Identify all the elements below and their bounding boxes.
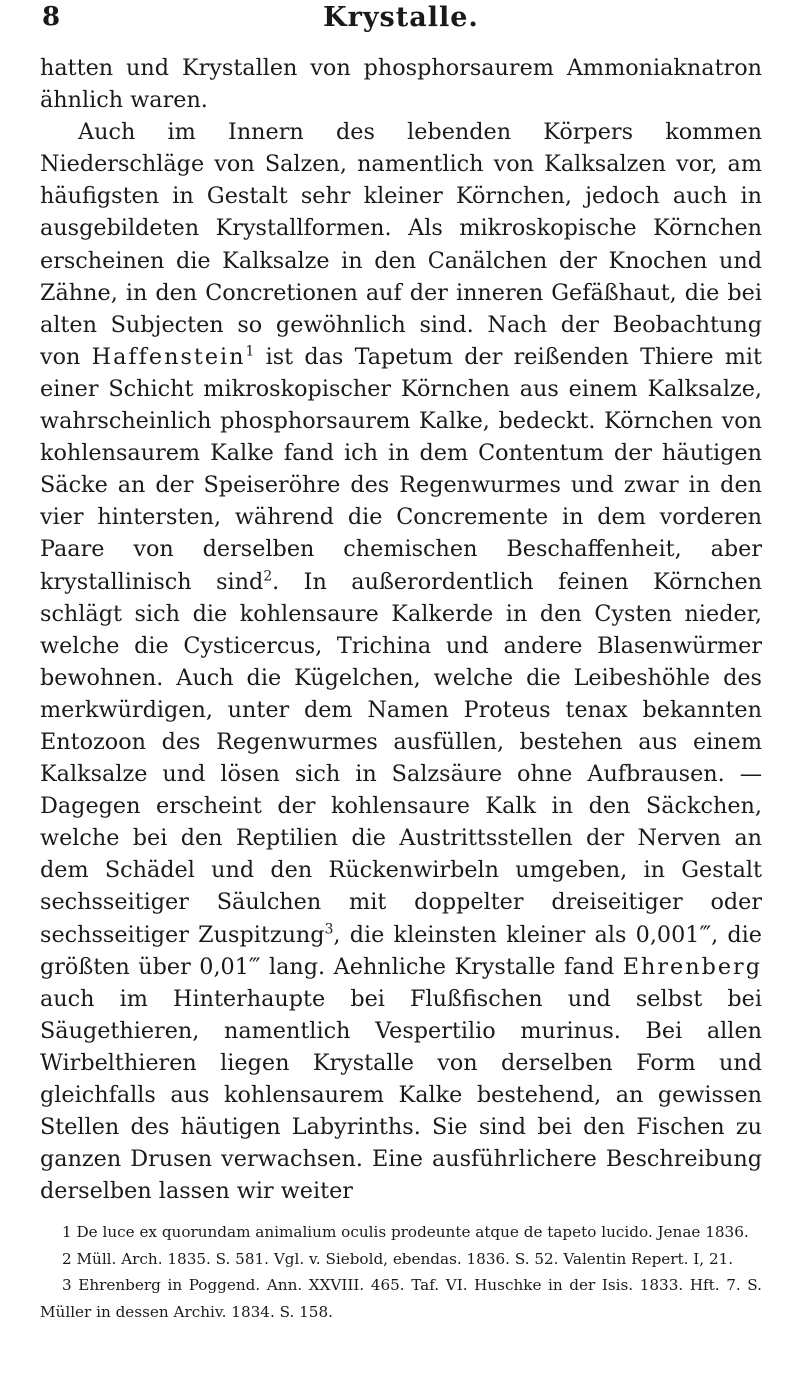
author-name-ehrenberg: Ehrenberg <box>622 953 762 980</box>
footnote-ref-2: 2 <box>263 568 273 585</box>
footnote-ref-3: 3 <box>324 921 334 938</box>
paragraph-2-part-a: Auch im Innern des lebenden Körpers kommen Niederschläge von Salzen, namentlich von Kalksalzen vor, am häufigsten in Gestalt sehr kleiner Körnchen, jedoch auch in ausgebildeten Krystallformen. Als mikroskopische Körnchen erscheinen die Kalksalze in den Canälchen der Knochen und Zähne, in den Concretionen auf der inneren Gefäßhaut, die bei alten Subjecten so gewöhnlich sind. Nach der Beobachtung von <box>40 119 762 370</box>
paragraph-2 <box>40 116 762 1207</box>
body-text <box>40 52 762 1207</box>
footnote-2: 2 Müll. Arch. 1835. S. 581. Vgl. v. Siebold, ebendas. 1836. S. 52. Valentin Repert. I, 21. <box>62 1249 734 1268</box>
paragraph-2-part-d: , die kleinsten kleiner als 0,001‴, die größten über 0,01‴ lang. Aehnliche Krystalle fand <box>40 921 762 980</box>
paragraph-1: hatten und Krystallen von phosphorsaurem Ammoniaknatron ähnlich waren. <box>40 55 762 114</box>
page-header <box>40 0 762 52</box>
footnotes <box>40 1219 762 1325</box>
paragraph-2-part-b: ist das Tapetum der reißenden Thiere mit einer Schicht mikroskopischer Körnchen aus einem Kalksalze, wahrscheinlich phosphorsaurem Kalke, bedeckt. Körnchen von kohlensaurem Kalke fand ich in dem Contentum der häutigen Säcke an der Speiseröhre des Regenwurmes und zwar in den vier hintersten, während die Concremente in dem vorderen Paare von derselben chemischen Beschaffenheit, aber krystallinisch sind <box>40 343 763 595</box>
footnote-ref-1: 1 <box>245 343 255 360</box>
page-number: 8 <box>42 2 61 32</box>
footnote-1: 1 De luce ex quorundam animalium oculis prodeunte atque de tapeto lucido. Jenae 1836. <box>62 1223 749 1242</box>
paragraph-2-part-c: . In außerordentlich feinen Körnchen schlägt sich die kohlensaure Kalkerde in den Cysten nieder, welche die Cysticercus, Trichina und andere Blasenwürmer bewohnen. Auch die Kügelchen, welche die Leibeshöhle des merkwürdigen, unter dem Namen Proteus tenax bekannten Entozoon des Regenwurmes ausfüllen, bestehen aus einem Kalksalze und lösen sich in Salzsäure ohne Aufbrausen. — Dagegen erscheint der kohlensaure Kalk in den Säckchen, welche bei den Reptilien die Austrittsstellen der Nerven an dem Schädel und den Rückenwirbeln umgeben, in Gestalt sechsseitiger Säulchen mit doppelter dreiseitiger oder sechsseitiger Zuspitzung <box>40 568 762 948</box>
author-name-haffenstein: Haffenstein <box>91 343 246 370</box>
running-title: Krystalle. <box>323 2 479 33</box>
footnote-3: 3 Ehrenberg in Poggend. Ann. XXVIII. 465. Taf. VI. Huschke in der Isis. 1833. Hft. 7. S. Müller in dessen Archiv. 1834. S. 158. <box>40 1276 762 1321</box>
paragraph-2-part-e: auch im Hinterhaupte bei Flußfischen und selbst bei Säugethieren, namentlich Vespertilio murinus. Bei allen Wirbelthieren liegen Krystalle von derselben Form und gleichfalls aus kohlensaurem Kalke bestehend, an gewissen Stellen des häutigen Labyrinths. Sie sind bei den Fischen zu ganzen Drusen verwachsen. Eine ausführlichere Beschreibung derselben lassen wir weiter <box>40 985 762 1205</box>
